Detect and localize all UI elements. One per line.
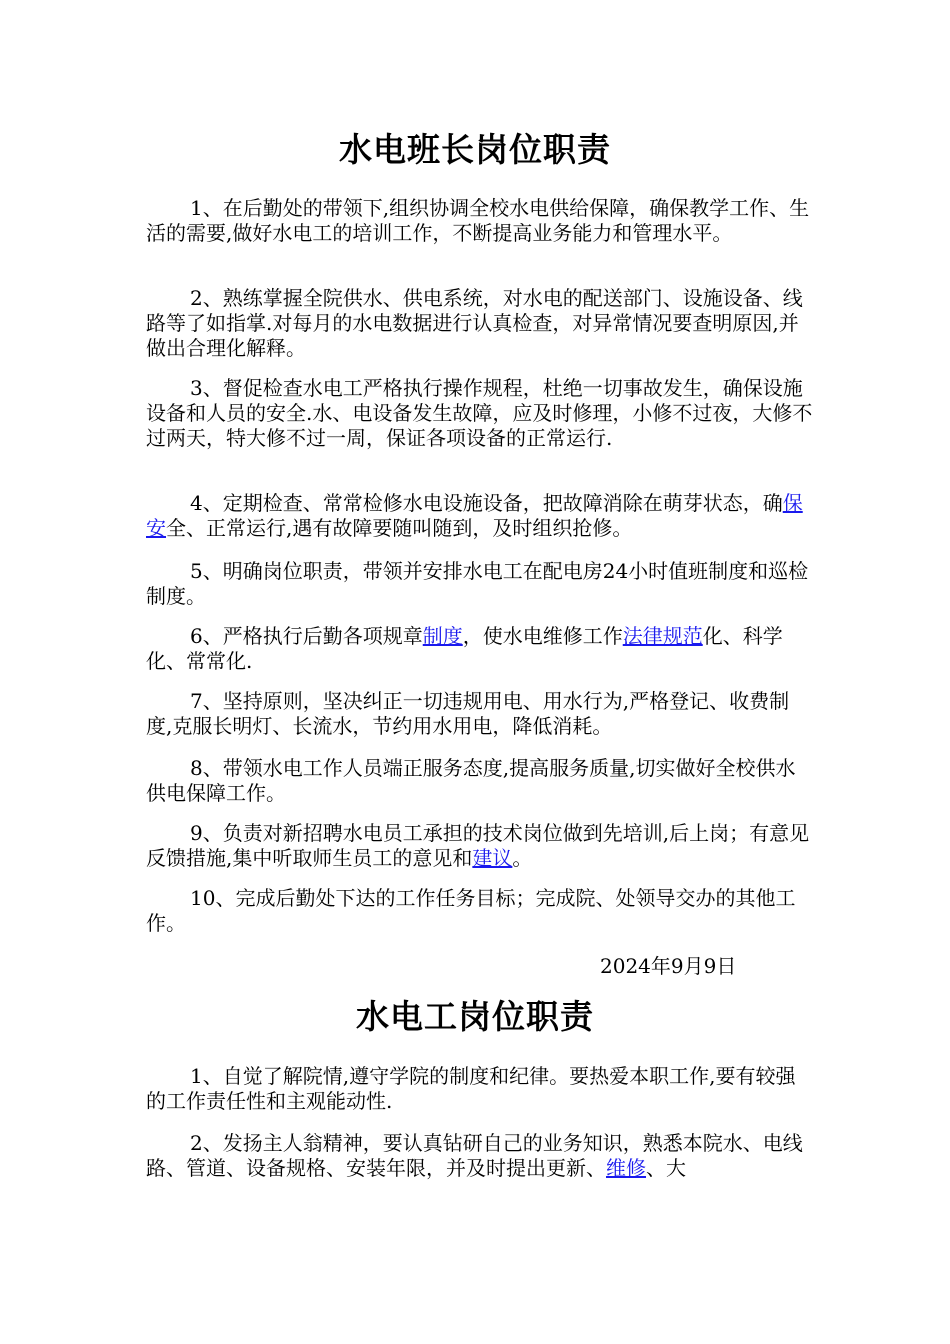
duty-item [146, 756, 814, 806]
duty-text: 、大 [646, 1156, 686, 1180]
duty-text: 7、坚持原则，坚决纠正一切违规用电、用水行为,严格登记、收费制度,克服长明灯、长流水，节约用水用电，降低消耗。 [146, 689, 790, 738]
duty-text: 6、严格执行后勤各项规章 [190, 624, 423, 648]
duty-text: 2、熟练掌握全院供水、供电系统，对水电的配送部门、设施设备、线路等了如指掌.对每月的水电数据进行认真检查，对异常情况要查明原因,并做出合理化解释。 [146, 286, 803, 360]
duty-item [146, 689, 814, 739]
section2-title: 水电工岗位职责 [356, 997, 594, 1036]
duty-item [146, 1064, 814, 1114]
duty-text: 3、督促检查水电工严格执行操作规程，杜绝一切事故发生，确保设施设备和人员的安全.水、电设备发生故障，应及时修理，小修不过夜，大修不过两天，特大修不过一周，保证各项设备的正常运行. [146, 376, 813, 450]
duty-item [146, 559, 814, 609]
duty-item [146, 624, 814, 674]
term-link[interactable]: 法律规范 [622, 624, 703, 648]
duty-item [146, 1131, 814, 1181]
duty-text: 10、完成后勤处下达的工作任务目标；完成院、处领导交办的其他工作。 [146, 886, 796, 935]
duty-text: 化、科学化、常常化. [146, 624, 783, 673]
duty-item [146, 196, 814, 246]
duty-text: 9、负责对新招聘水电员工承担的技术岗位做到先培训,后上岗；有意见反馈措施,集中听取师生员工的意见和 [146, 821, 810, 870]
duty-item [146, 376, 814, 451]
duty-text: 2、发扬主人翁精神，要认真钻研自己的业务知识，熟悉本院水、电线路、管道、设备规格、安装年限，并及时提出更新、 [146, 1131, 803, 1180]
duty-text: 1、自觉了解院情,遵守学院的制度和纪律。要热爱本职工作,要有较强的工作责任性和主观能动性. [146, 1064, 796, 1113]
term-link[interactable]: 维修 [606, 1156, 646, 1180]
duty-item [146, 286, 814, 361]
term-link[interactable]: 建议 [472, 846, 513, 870]
duty-text: 1、在后勤处的带领下,组织协调全校水电供给保障，确保教学工作、生活的需要,做好水电工的培训工作，不断提高业务能力和管理水平。 [146, 196, 810, 245]
duty-item [146, 491, 814, 541]
section1-title: 水电班长岗位职责 [339, 130, 611, 169]
duty-text: 8、带领水电工作人员端正服务态度,提高服务质量,切实做好全校供水供电保障工作。 [146, 756, 796, 805]
term-link[interactable]: 保安 [146, 491, 803, 540]
duty-text: 全、正常运行,遇有故障要随叫随到，及时组织抢修。 [166, 516, 633, 540]
term-link[interactable]: 制度 [422, 624, 463, 648]
duty-text: 5、明确岗位职责，带领并安排水电工在配电房24小时值班制度和巡检制度。 [146, 559, 809, 608]
duty-text: 。 [512, 846, 533, 870]
duty-item [146, 886, 814, 936]
document-date: 2024年9月9日 [600, 954, 737, 978]
duty-item [146, 821, 814, 871]
duty-text: 4、定期检查、常常检修水电设施设备，把故障消除在萌芽状态，确 [190, 491, 783, 515]
duty-text: ，使水电维修工作 [462, 624, 623, 648]
